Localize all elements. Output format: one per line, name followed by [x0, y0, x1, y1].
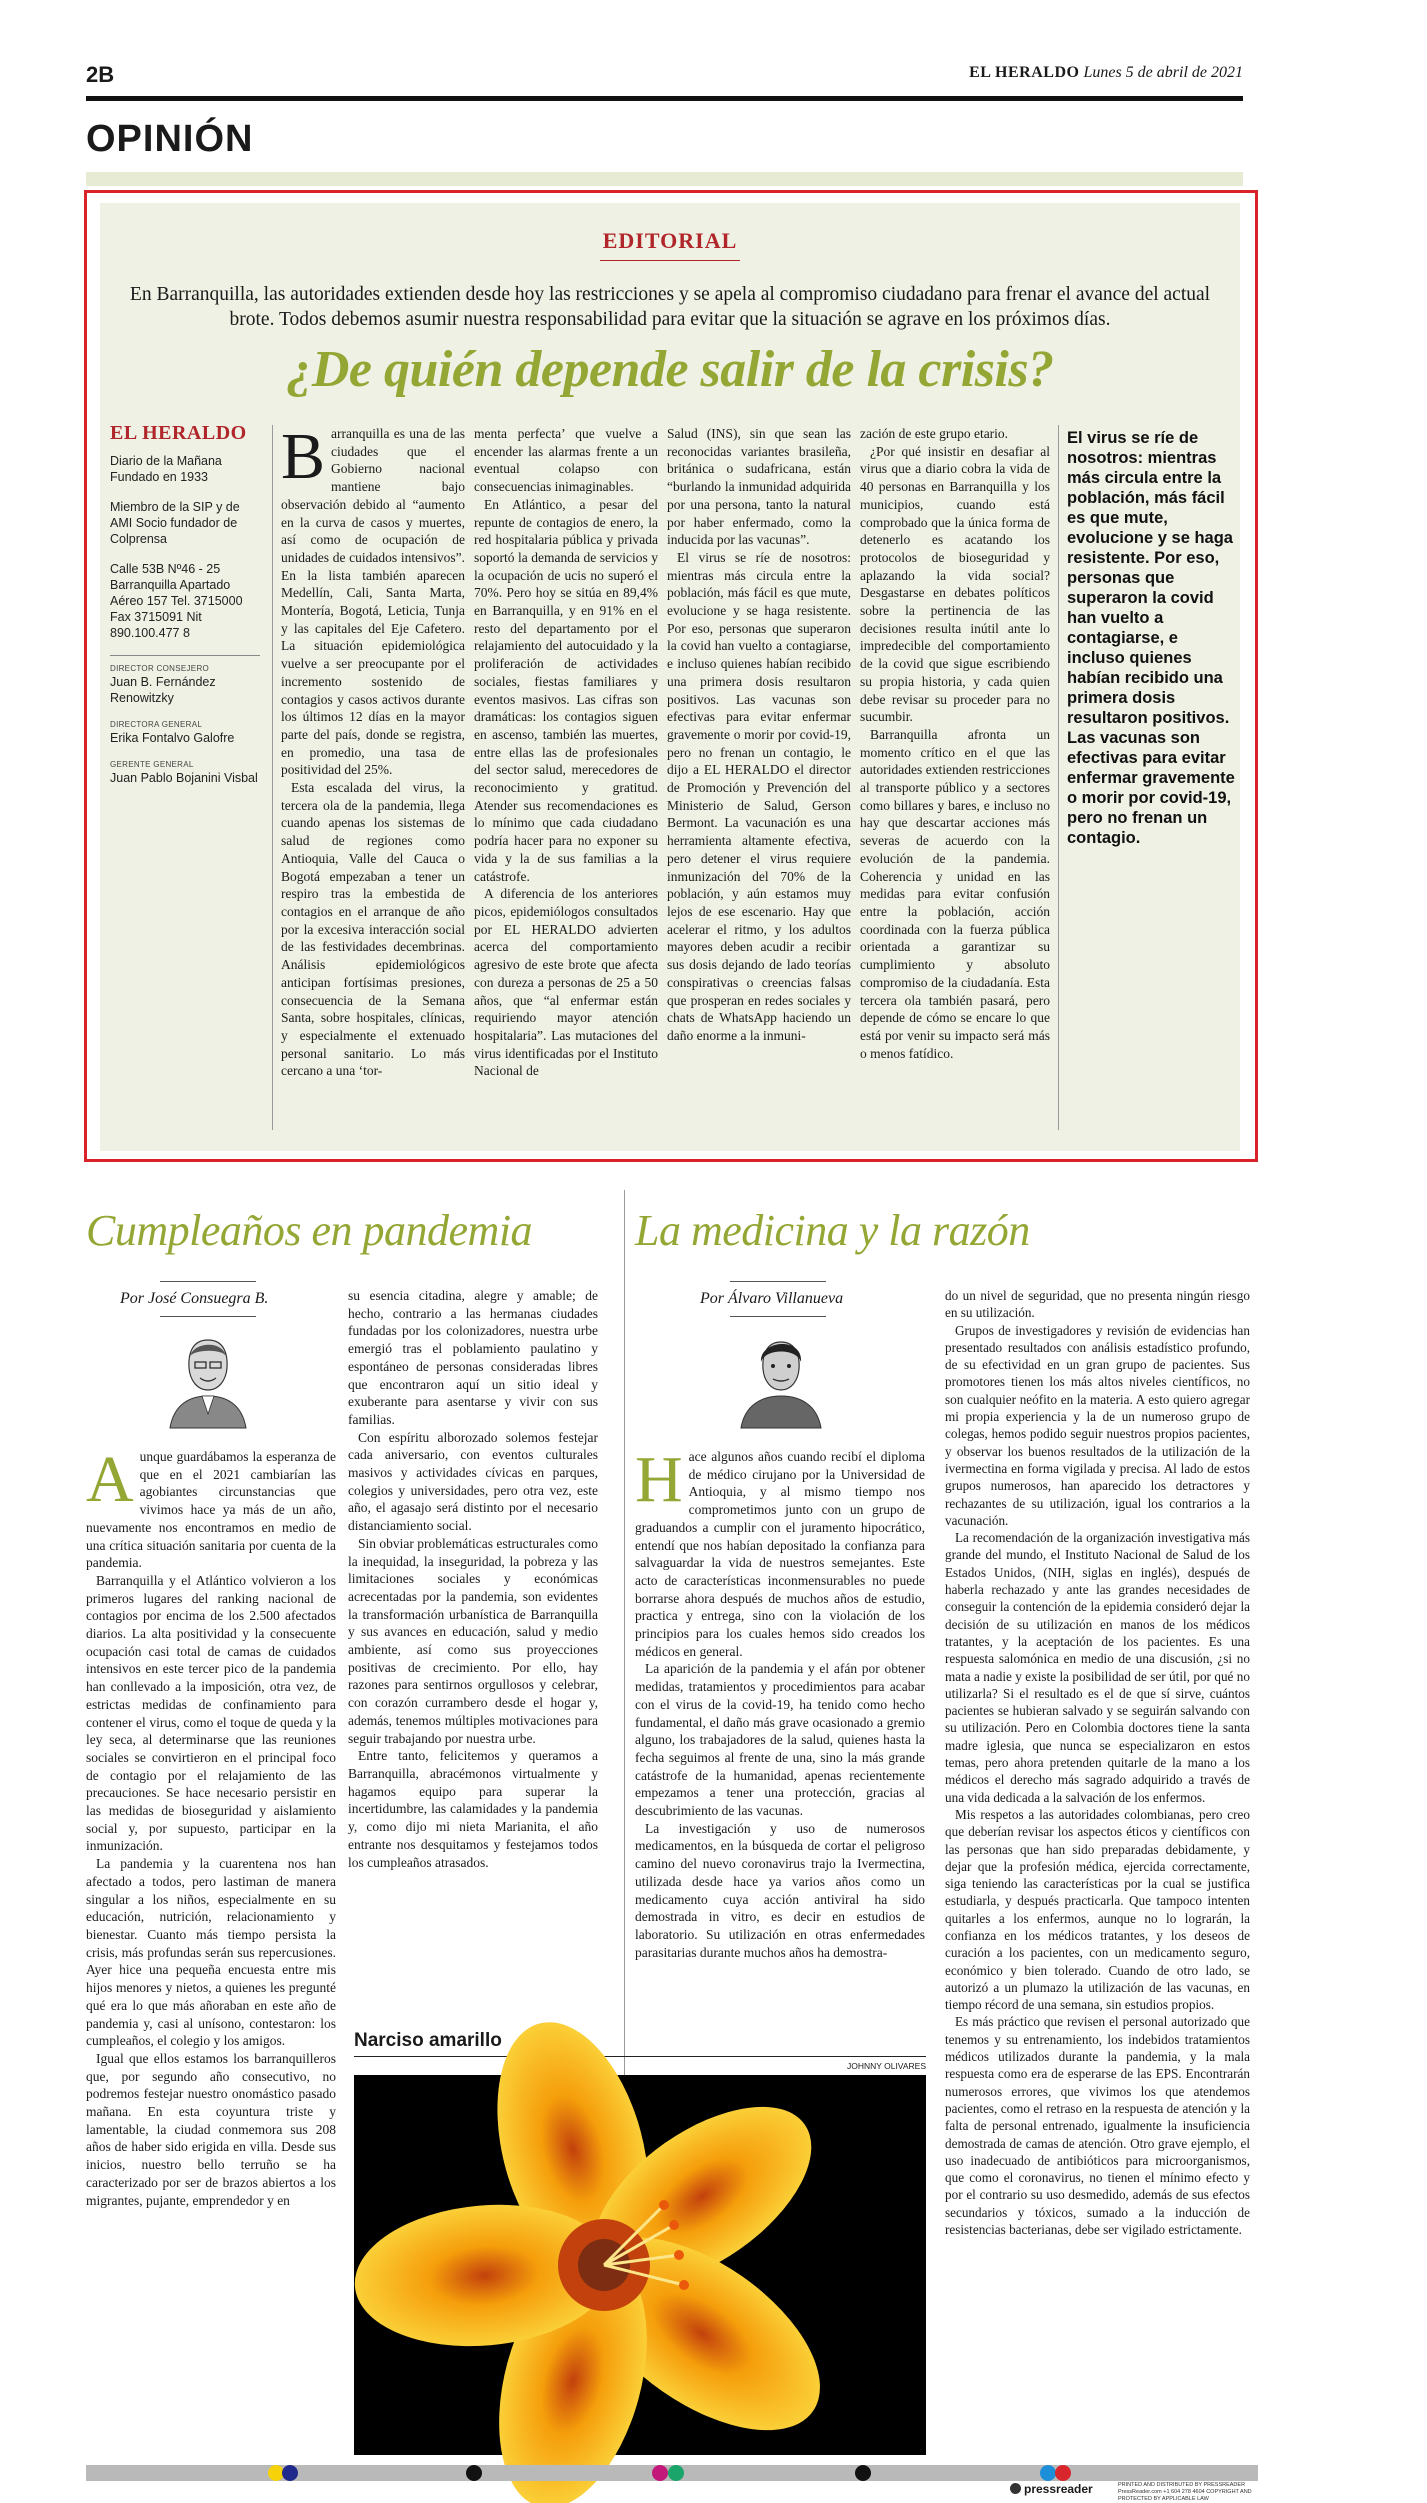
article-paragraph: Igual que ellos estamos los barranquilleros que, por segundo año consecutivo, no podremos festejar nuestro onomástico pasado mañana. En esta coyuntura triste y lamentable, la ciudad conmemora sus 208 años de haber sido erigida en villa. Desde sus inicios, nuestro bello terruño se ha caracterizado por ser de brazos abiertos a los migrantes, pujante, emprendedor y en [86, 2050, 336, 2208]
editorial-deck: En Barranquilla, las autoridades extienden desde hoy las restricciones y se apela al compromiso ciudadano para frenar el avance del actual brote. Todos debemos asumir nuestra responsabilidad para evitar que la situación se agrave en los próximos días. [129, 284, 1211, 330]
editorial-paragraph: Barranquilla afronta un momento crítico en el que las autoridades extienden restricciones al transporte público y a sectores como billares y bares, e incluso no hay que descartar acciones más severas de acuerdo con la evolución de la pandemia. Coherencia y unidad en las medidas para evitar confusión entre la población, acción coordinada con la fuerza pública orientada a garantizar su cumplimiento y absoluto compromiso de la ciudadanía. Esta tercera ola también pasará, pero depende de cómo se encare lo que está por venir su impacto será más o menos fatídico. [860, 726, 1050, 1061]
article-paragraph: Mis respetos a las autoridades colombianas, pero creo que deberían revisar los aspectos éticos y científicos con las personas que han sido preparadas debidamente, y dejar que la profesión médica, ejercida correctamente, siga teniendo las características por la cual se justifica estudiarla, y después practicarla. Que tampoco intenten quitarles a los enfermos, aunque no lo lograrán, la confianza en los médicos tratantes, y los deseos de curación a los pacientes, con un medicamento seguro, económico y bien tolerado. Cuando de otro lado, se autorizó a un plumazo la utilización de las vacunas, en tiempo récord de una semana, sin estudios propios. [945, 1806, 1250, 2013]
drop-cap: A [86, 1443, 134, 1516]
pressreader-icon [1010, 2483, 1021, 2494]
drop-cap: H [635, 1443, 683, 1516]
editorial-masthead-box [110, 422, 260, 800]
byline-rule [160, 1281, 256, 1282]
editorial-column-1 [281, 420, 465, 1080]
masthead-divider [110, 655, 260, 656]
article-paragraph: su esencia citadina, alegre y amable; de hecho, contrario a las hermanas ciudades fundadas por los colonizadores, nuestra urbe emergió tras el poblamiento paulatino y espontáneo de personas consideradas libres que encontraron aquí un sitio ideal y exuberante para asentarse y vivir con sus familias. [348, 1288, 598, 1427]
byline-rule [160, 1316, 256, 1317]
founded-text: Diario de la Mañana Fundado en 1933 [110, 454, 222, 484]
article-paragraph [635, 1443, 925, 1660]
editorial-headline: ¿De quién depende salir de la crisis? [286, 341, 1054, 398]
directora-label: DIRECTORA GENERAL [110, 720, 203, 729]
editorial-column-3 [667, 425, 851, 1045]
editorial-pullquote: El virus se ríe de nosotros: mientras más circula entre la población, más fácil es que mute, evolucione y se haga resistente. Por eso, personas que superaron la covid han vuelto a contagiarse, e incluso quienes habían recibido una primera dosis resultaron positivos. Las vacunas son efectivas para evitar enfermar gravemente o morir por covid-19, pero no frenan un contagio. [1067, 429, 1235, 847]
section-rule [86, 172, 1243, 186]
article-paragraph: Entre tanto, felicitemos y queramos a Barranquilla, abracémonos virtualmente y hagamos equipo para superar la incertidumbre, las calamidades y la pandemia y, como dijo mi nieta Marianita, el año entrante nos desquitamos y festejamos todos los cumpleaños atrasados. [348, 1748, 598, 1870]
article-paragraph: La recomendación de la organización investigativa más grande del mundo, el Instituto Nacional de Salud de los Estados Unidos, (NIH, siglas en inglés), después de haberla rechazado y ante las grandes necesidades de conseguir la contención de la epidemia consideró dejar la decisión de su utilización en manos de los médicos tratantes, y la aceptación de los pacientes. Es una respuesta salomónica en medio de una discusión, ¿si no mata a nadie y existe la posibilidad de ser útil, por qué no utilizarla? Si el resultado es el de que sí sirve, cuántos pacientes se hubieran salvado y se seguirán salvando con su utilización. Pero en Colombia doctores tiene la santa madre iglesia, que nunca se especializaron en estos temas, pero ahora pretenden quitarle de la mano a los médicos el derecho más sagrado adquirido a través de una vida dedicada a la salvación de los enfermos. [945, 1530, 1250, 1805]
editorial-column-4 [860, 425, 1050, 1062]
photo-title: Narciso amarillo [354, 2030, 502, 2051]
article-2-column-1 [635, 1443, 925, 1961]
editorial-paragraph: Esta escalada del virus, la tercera ola de la pandemia, llega cuando apenas los sistemas de salud de regiones como Antioquia, Valle del Cauca o Bogotá empezaban a tener un respiro tras la embestida de contagios en el arranque de año por la excesiva interacción social de las festividades decembrinas. Análisis epidemiológicos anticipan fortísimas presiones, consecuencia de la Semana Santa, sobre hospitales, clínicas, y especialmente el extenuado personal sanitario. Lo más cercano a una ‘tor- [281, 780, 465, 1079]
byline-rule [730, 1316, 826, 1317]
article-2-byline: Por Álvaro Villanueva [700, 1290, 844, 1307]
gerente-label: GERENTE GENERAL [110, 760, 194, 769]
editorial-paragraph: menta perfecta’ que vuelve a encender las alarmas frente a un eventual colapso con consecuencias inimaginables. [474, 426, 658, 495]
editorial-paragraph: A diferencia de los anteriores picos, epidemiólogos consultados por EL HERALDO advierten acerca del comportamiento agresivo de este brote que afecta con dureza a personas de 25 a 50 años, que “al enfermar están requiriendo mayor atención hospitalaria”. Las mutaciones del virus identificadas por el Instituto Nacional de [474, 886, 658, 1079]
article-2-headline: La medicina y la razón [635, 1206, 1030, 1255]
editorial-paragraph: ¿Por qué insistir en desafiar al virus que a diario cobra la vida de 40 personas en Barranquilla y los municipios, cuando está comprobado que la única forma de detenerlo es acatando los protocolos de bioseguridad y aplazando la vida social? Desgastarse en debates políticos sobre la pertinencia de las decisiones resulta inútil ante lo impredecible del comportamiento de la covid que sigue escribiendo su propia historia, y cada quien debe revisar su proceder para no sucumbir. [860, 443, 1050, 725]
magenta-registration-dot [652, 2465, 668, 2481]
article-1-headline: Cumpleaños en pandemia [86, 1206, 533, 1255]
article-paragraph: Grupos de investigadores y revisión de evidencias han presentado resultados con análisis estadístico profundo, de su efectividad en un gran grupo de pacientes. Sus promotores tienen los más altos niveles científicos, no son cualquier neófito en la materia. A esto quiero agregar mi propia experiencia y la de un numeroso grupo de colegas, hemos podido seguir nuestros propios pacientes, y observar los buenos resultados de la utilización de la ivermectina en forma vigilada y precisa. Al lado de estos grupos numerosos, han aparecido los detractores y rechazantes de su utilización, igual los contrarios a la vacunación. [945, 1322, 1250, 1528]
directora-name: Erika Fontalvo Galofre [110, 731, 235, 745]
article-paragraph: Es más práctico que revisen el personal autorizado que tenemos y su entrenamiento, los indebidos tratamientos médicos utilizados durante la pandemia, y la mala respuesta como era de esperarse de las EPS. Encontrarán numerosos errores, que vivimos los que atendemos pacientes, como el retraso en la respuesta de atención y la falta de personal entrenado, igualmente la insuficiencia demostrada de camas de atención. Otro grave ejemplo, el uso inadecuado de antibióticos para microorganismos, que como el coronavirus, no tienen el mínimo efecto y por el contrario su uso desmedido, además de sus efectos secundarios y tóxicos, sumado a la inducción de resistencias bacterianas, debe ser vigilado estrictamente. [945, 2014, 1250, 2238]
editorial-paragraph: En Atlántico, a pesar del repunte de contagios de enero, la red hospitalaria pública y privada soportó la demanda de servicios y la ocupación de ucis no superó el 70%. Pero hoy se sitúa en 89,4% en Barranquilla, y en 91% en el resto del departamento por el relajamiento del autocuidado y la proliferación de actividades sociales, fiestas familiares y eventos masivos. Las cifras son dramáticas: los contagios siguen en ascenso, también las muertes, entre ellas las de profesionales del sector salud, merecedores de reconocimiento y gratitud. Atender sus recomendaciones es lo mínimo que cada ciudadano podría hacer para no exponer su vida y la de sus familias a la catástrofe. [474, 496, 658, 884]
article-paragraph: La investigación y uso de numerosos medicamentos, en la búsqueda de cortar el peligroso camino del nuevo coronavirus trajo la Ivermectina, utilizada desde hace ya varios años como un medicamento cuya acción antiviral ha sido demostrada in vitro, es decir en estudios de laboratorio. Su utilización en otras enfermedades parasitarias durante muchos años ha demostra- [635, 1820, 925, 1960]
flower-image [354, 2075, 926, 2455]
editorial-paragraph: zación de este grupo etario. [860, 426, 1009, 441]
page-number: 2B [86, 62, 115, 87]
author-portrait-1 [162, 1322, 254, 1428]
section-title: OPINIÓN [86, 118, 254, 160]
article-2-column-2 [945, 1287, 1250, 2238]
article-1-byline: Por José Consuegra B. [120, 1290, 269, 1307]
article-paragraph: Con espíritu alborozado solemos festejar cada aniversario, con eventos culturales masivos y actividades cívicas en parques, colegios y universidades, pero otra vez, este año, el agasajo será distinto por el necesario distanciamiento social. [348, 1429, 598, 1534]
article-paragraph: La aparición de la pandemia y el afán por obtener medidas, tratamientos y procedimientos para acabar con el virus de la covid-19, ha tenido como hecho fundamental, el daño más grave ocasionado a gremio alguno, los trabajadores de la salud, quienes hasta la fecha seguimos al frente de una, sino la más grande catástrofe de la humanidad, apenas recientemente empezamos a tener una protección, gracias al descubrimiento de las vacunas. [635, 1661, 925, 1819]
column-rule [1058, 425, 1059, 1130]
pressreader-notice: PRINTED AND DISTRIBUTED BY PRESSREADER PressReader.com +1 604 278 4604 COPYRIGHT AND PROTECTED BY APPLICABLE LAW [1118, 2482, 1252, 2502]
paragraph-text: ace algunos años cuando recibí el diploma de médico cirujano por la Universidad de Antioquia, y al mismo tiempo nos comprometimos junto con un grupo de graduandos a cumplir con el juramento hipocrático, entendí que nos habían depositado la confianza para salvaguardar la vida de nuestros semejantes. Este acto de características inconmensurables no puede borrarse ahora después de muchos años de estudio, practica y entrega, sino con la violación de los principios para los cuales hemos sido creados los médicos en general. [635, 1449, 925, 1659]
author-portrait-2 [735, 1322, 827, 1428]
article-paragraph: La pandemia y la cuarentena nos han afectado a todos, pero lastiman de manera singular a los niños, especialmente en su educación, nutrición, relacionamiento y bienestar. Cuanto más tiempo persista la crisis, más profundas serán sus repercusiones. Ayer hice una pequeña encuesta entre mis hijos menores y nietos, a quienes les pregunté qué era lo que más añoraban en este año de pandemia y, casi al unísono, contestaron: los cumpleaños, el colegio y los amigos. [86, 1856, 336, 2049]
cyan-registration-dot [1040, 2465, 1056, 2481]
red-registration-dot [1055, 2465, 1071, 2481]
director-label: DIRECTOR CONSEJERO [110, 664, 210, 673]
article-paragraph [86, 1443, 336, 1572]
byline-rule [730, 1281, 826, 1282]
editorial-kicker: EDITORIAL [602, 228, 738, 253]
drop-cap: B [281, 420, 326, 493]
masthead-brand: EL HERALDO [110, 422, 247, 444]
column-rule [272, 425, 273, 1130]
black-registration-dot [466, 2465, 482, 2481]
article-1-column-1 [86, 1443, 336, 2209]
top-rule [86, 96, 1243, 101]
blue-registration-dot [282, 2465, 298, 2481]
address-text: Calle 53B Nº46 - 25 Barranquilla Apartado Aéreo 157 Tel. 3715000 Fax 3715091 Nit 890.100.477 8 [110, 562, 243, 640]
pressreader-logo [1010, 2482, 1093, 2496]
footer [1010, 2482, 1260, 2502]
article-1-column-2 [348, 1287, 598, 1871]
editorial-paragraph: Salud (INS), sin que sean las reconocidas variantes brasileña, británica o sudafricana, están “burlando la inmunidad adquirida por una persona, tanto la natural por haber enfermado, como la inducida por las vacunas”. [667, 426, 851, 548]
green-registration-dot [668, 2465, 684, 2481]
masthead [969, 64, 1243, 82]
director-name: Juan B. Fernández Renowitzky [110, 675, 216, 705]
article-paragraph: Sin obviar problemáticas estructurales como la inequidad, la inseguridad, la pobreza y las limitaciones sociales y económicas acrecentadas por la pandemia, son evidentes la transformación urbanística de Barranquilla y sus avances en educación, salud y medio ambiente, así como sus proyecciones positivas de crecimiento. Por ello, hay razones para sentirnos orgullosos y celebrar, con corazón currambero desde el hogar y, además, tenemos múltiples motivaciones para seguir trabajando por nuestra urbe. [348, 1535, 598, 1746]
black-registration-dot [855, 2465, 871, 2481]
membership-text: Miembro de la SIP y de AMI Socio fundador de Colprensa [110, 500, 240, 546]
paragraph-text: arranquilla es una de las ciudades que el Gobierno nacional mantiene bajo observación debido al “aumento en la curva de casos y muertes, así como de ocupación de unidades de cuidados intensivos”. En la lista también aparecen Medellín, Cali, Santa Marta, Montería, Bogotá, Leticia, Tunja y las capitales del Eje Cafetero. La situación epidemiológica vuelve a ser preocupante por el incremento sostenido de contagios y casos activos durante los últimos 12 días en la mayor parte del país, donde se registra, en promedio, una tasa de positividad del 25%. [281, 426, 465, 778]
article-paragraph: Barranquilla y el Atlántico volvieron a los primeros lugares del ranking nacional de contagios por encima de los 2.500 afectados diarios. La alta positividad y la consecuente ocupación casi total de camas de cuidados intensivos en este tercer pico de la pandemia han conllevado a la imposición, otra vez, de estrictas medidas de confinamiento para contener el virus, como el toque de queda y la ley seca, al determinarse que las reuniones sociales se convirtieron en el principal foco de contagio por el relajamiento de las precauciones. Se hace necesario persistir en las medidas de bioseguridad y aislamiento social y, por supuesto, participar en la inmunización. [86, 1572, 336, 1854]
article-paragraph: do un nivel de seguridad, que no presenta ningún riesgo en su utilización. [945, 1288, 1250, 1321]
paragraph-text: unque guardábamos la esperanza de que en el 2021 cambiarían las agobiantes circunstancias que vivimos hace ya más de un año, nuevamente nos encontramos en medio de una crítica situación sanitaria por cuenta de la pandemia. [86, 1449, 336, 1571]
publication-date: Lunes 5 de abril de 2021 [1083, 64, 1243, 81]
editorial-paragraph [281, 420, 465, 779]
daffodil-photo [354, 2075, 926, 2455]
editorial-column-2 [474, 425, 658, 1080]
photo-credit: JOHNNY OLIVARES [846, 2061, 926, 2071]
gerente-name: Juan Pablo Bojanini Visbal [110, 771, 258, 785]
editorial-paragraph: El virus se ríe de nosotros: mientras más circula entre la población, más fácil es que mute, evolucione y se haga resistente. Por eso, personas que superaron la covid han vuelto a contagiarse, e incluso quienes habían recibido una primera dosis resultaron positivos. Las vacunas son efectivas para evitar enfermar gravemente o morir por covid-19, pero no frenan un contagio, le dijo a EL HERALDO el director de Promoción y Prevención del Ministerio de Salud, Gerson Bermont. La vacunación es una herramienta altamente efectiva, pero detener el virus requiere inmunización del 70% de la población, y aún estamos muy lejos de ese escenario. Hay que acelerar el ritmo, y los adultos mayores deben acudir a recibir sus dosis dejando de lado teorías conspirativas o creencias falsas que prosperan en redes sociales y chats de WhatsApp haciendo un daño enorme a la inmuni- [667, 549, 851, 1043]
photo-rule [354, 2056, 926, 2057]
newspaper-name: EL HERALDO [969, 64, 1080, 81]
editorial-kicker-rule [600, 260, 740, 261]
pressreader-logo-text: pressreader [1024, 2482, 1093, 2496]
